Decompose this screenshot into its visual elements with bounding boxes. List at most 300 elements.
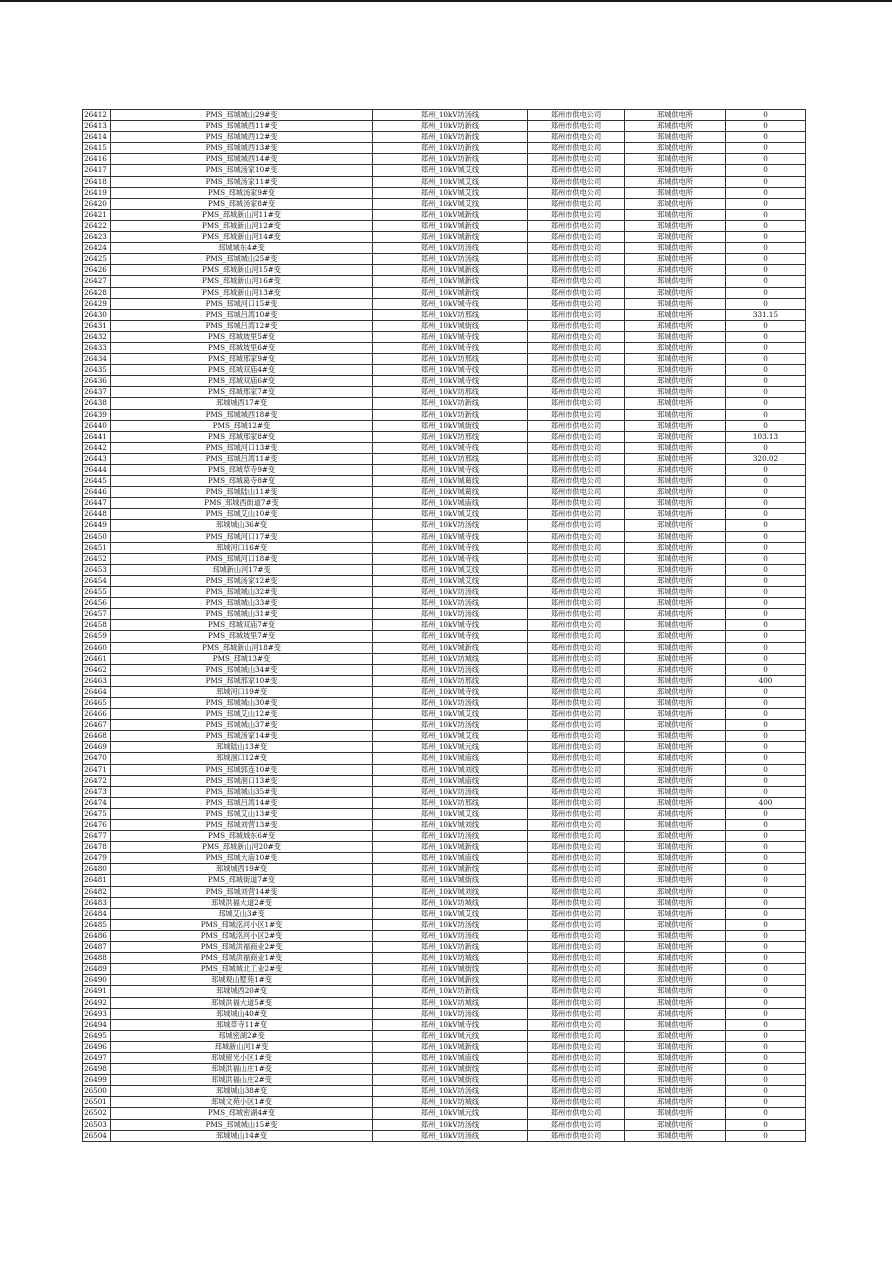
cell-id: 26448 bbox=[83, 509, 111, 520]
cell-value: 0 bbox=[726, 553, 806, 564]
cell-id: 26452 bbox=[83, 553, 111, 564]
cell-id: 26472 bbox=[83, 775, 111, 786]
cell-company: 郑州市供电公司 bbox=[528, 620, 625, 631]
cell-id: 26439 bbox=[83, 409, 111, 420]
cell-feeder-line: 郑州_10kV城葛线 bbox=[373, 487, 528, 498]
cell-company: 郑州市供电公司 bbox=[528, 154, 625, 165]
cell-id: 26489 bbox=[83, 964, 111, 975]
cell-transformer-name: PMS_邳城汤家12#变 bbox=[111, 575, 373, 586]
cell-feeder-line: 郑州_10kV城寺线 bbox=[373, 620, 528, 631]
table-row bbox=[83, 398, 806, 409]
cell-feeder-line: 郑州_10kV坊新线 bbox=[373, 409, 528, 420]
table-row bbox=[83, 598, 806, 609]
cell-feeder-line: 郑州_10kV城刘线 bbox=[373, 764, 528, 775]
cell-company: 郑州市供电公司 bbox=[528, 808, 625, 819]
cell-transformer-name: PMS_邳城坡里5#变 bbox=[111, 331, 373, 342]
page-top-border bbox=[0, 0, 892, 2]
cell-transformer-name: PMS_邳城吕湾14#变 bbox=[111, 797, 373, 808]
cell-company: 郑州市供电公司 bbox=[528, 365, 625, 376]
cell-supply-station: 邳城供电所 bbox=[625, 975, 726, 986]
cell-supply-station: 邳城供电所 bbox=[625, 154, 726, 165]
table-row bbox=[83, 254, 806, 265]
cell-transformer-name: PMS_邳城坡里6#变 bbox=[111, 342, 373, 353]
cell-supply-station: 邳城供电所 bbox=[625, 908, 726, 919]
cell-company: 郑州市供电公司 bbox=[528, 820, 625, 831]
table-row bbox=[83, 564, 806, 575]
cell-company: 郑州市供电公司 bbox=[528, 919, 625, 930]
table-row bbox=[83, 731, 806, 742]
cell-feeder-line: 郑州_10kV城庙线 bbox=[373, 498, 528, 509]
cell-company: 郑州市供电公司 bbox=[528, 165, 625, 176]
table-row bbox=[83, 1119, 806, 1130]
cell-value: 0 bbox=[726, 942, 806, 953]
cell-id: 26490 bbox=[83, 975, 111, 986]
cell-id: 26416 bbox=[83, 154, 111, 165]
cell-supply-station: 邳城供电所 bbox=[625, 331, 726, 342]
cell-transformer-name: PMS_邳城郭连10#变 bbox=[111, 764, 373, 775]
cell-company: 郑州市供电公司 bbox=[528, 642, 625, 653]
cell-supply-station: 邳城供电所 bbox=[625, 1097, 726, 1108]
cell-id: 26433 bbox=[83, 342, 111, 353]
cell-transformer-name: PMS_邳城双庙7#变 bbox=[111, 620, 373, 631]
table-row bbox=[83, 476, 806, 487]
table-row bbox=[83, 709, 806, 720]
table-body bbox=[83, 110, 806, 1142]
cell-supply-station: 邳城供电所 bbox=[625, 187, 726, 198]
cell-id: 26414 bbox=[83, 132, 111, 143]
cell-company: 郑州市供电公司 bbox=[528, 831, 625, 842]
cell-company: 郑州市供电公司 bbox=[528, 930, 625, 941]
table-row bbox=[83, 697, 806, 708]
cell-company: 郑州市供电公司 bbox=[528, 509, 625, 520]
table-row bbox=[83, 176, 806, 187]
cell-supply-station: 邳城供电所 bbox=[625, 387, 726, 398]
table-row bbox=[83, 897, 806, 908]
cell-feeder-line: 郑州_10kV坊汤线 bbox=[373, 1119, 528, 1130]
table-row bbox=[83, 520, 806, 531]
cell-value: 0 bbox=[726, 487, 806, 498]
cell-supply-station: 邳城供电所 bbox=[625, 476, 726, 487]
cell-feeder-line: 郑州_10kV城元线 bbox=[373, 1030, 528, 1041]
cell-company: 郑州市供电公司 bbox=[528, 886, 625, 897]
cell-value: 0 bbox=[726, 609, 806, 620]
cell-transformer-name: PMS_邳城街道7#变 bbox=[111, 875, 373, 886]
cell-id: 26461 bbox=[83, 653, 111, 664]
cell-transformer-name: PMS_邳城汤家11#变 bbox=[111, 176, 373, 187]
cell-value: 0 bbox=[726, 298, 806, 309]
cell-transformer-name: PMS_邳城葛寺8#变 bbox=[111, 476, 373, 487]
cell-company: 郑州市供电公司 bbox=[528, 1052, 625, 1063]
table-row bbox=[83, 1030, 806, 1041]
table-row bbox=[83, 775, 806, 786]
cell-company: 郑州市供电公司 bbox=[528, 276, 625, 287]
cell-value: 0 bbox=[726, 697, 806, 708]
cell-feeder-line: 郑州_10kV坊汤线 bbox=[373, 520, 528, 531]
table-row bbox=[83, 121, 806, 132]
cell-feeder-line: 郑州_10kV城街线 bbox=[373, 1075, 528, 1086]
cell-feeder-line: 郑州_10kV坊城线 bbox=[373, 953, 528, 964]
cell-transformer-name: PMS_邳城城山15#变 bbox=[111, 1119, 373, 1130]
cell-value: 0 bbox=[726, 331, 806, 342]
cell-id: 26447 bbox=[83, 498, 111, 509]
cell-feeder-line: 郑州_10kV城艾线 bbox=[373, 709, 528, 720]
cell-supply-station: 邳城供电所 bbox=[625, 709, 726, 720]
cell-feeder-line: 郑州_10kV城庙线 bbox=[373, 775, 528, 786]
cell-supply-station: 邳城供电所 bbox=[625, 143, 726, 154]
cell-value: 0 bbox=[726, 731, 806, 742]
cell-company: 郑州市供电公司 bbox=[528, 465, 625, 476]
cell-company: 郑州市供电公司 bbox=[528, 265, 625, 276]
cell-company: 郑州市供电公司 bbox=[528, 1008, 625, 1019]
cell-feeder-line: 郑州_10kV坊城线 bbox=[373, 897, 528, 908]
cell-supply-station: 邳城供电所 bbox=[625, 243, 726, 254]
cell-value: 0 bbox=[726, 753, 806, 764]
cell-supply-station: 邳城供电所 bbox=[625, 764, 726, 775]
cell-transformer-name: 邳城新山河1#变 bbox=[111, 1041, 373, 1052]
cell-id: 26487 bbox=[83, 942, 111, 953]
cell-id: 26438 bbox=[83, 398, 111, 409]
cell-id: 26429 bbox=[83, 298, 111, 309]
cell-feeder-line: 郑州_10kV城街线 bbox=[373, 1064, 528, 1075]
cell-id: 26426 bbox=[83, 265, 111, 276]
cell-supply-station: 邳城供电所 bbox=[625, 209, 726, 220]
cell-supply-station: 邳城供电所 bbox=[625, 442, 726, 453]
cell-company: 郑州市供电公司 bbox=[528, 143, 625, 154]
table-row bbox=[83, 276, 806, 287]
cell-company: 郑州市供电公司 bbox=[528, 220, 625, 231]
cell-value: 0 bbox=[726, 908, 806, 919]
cell-company: 郑州市供电公司 bbox=[528, 797, 625, 808]
table-row bbox=[83, 753, 806, 764]
table-row bbox=[83, 620, 806, 631]
cell-supply-station: 邳城供电所 bbox=[625, 842, 726, 853]
cell-value: 0 bbox=[726, 498, 806, 509]
cell-company: 郑州市供电公司 bbox=[528, 853, 625, 864]
cell-transformer-name: PMS_邳城新山河11#变 bbox=[111, 209, 373, 220]
cell-supply-station: 邳城供电所 bbox=[625, 1064, 726, 1075]
cell-feeder-line: 郑州_10kV城刘线 bbox=[373, 886, 528, 897]
cell-company: 郑州市供电公司 bbox=[528, 897, 625, 908]
cell-id: 26457 bbox=[83, 609, 111, 620]
table-row bbox=[83, 919, 806, 930]
cell-supply-station: 邳城供电所 bbox=[625, 775, 726, 786]
cell-company: 郑州市供电公司 bbox=[528, 775, 625, 786]
cell-id: 26425 bbox=[83, 254, 111, 265]
cell-transformer-name: PMS_邳城13#变 bbox=[111, 653, 373, 664]
cell-id: 26473 bbox=[83, 786, 111, 797]
cell-value: 0 bbox=[726, 287, 806, 298]
table-row bbox=[83, 232, 806, 243]
table-row bbox=[83, 387, 806, 398]
cell-company: 郑州市供电公司 bbox=[528, 720, 625, 731]
cell-company: 郑州市供电公司 bbox=[528, 753, 625, 764]
table-row bbox=[83, 220, 806, 231]
cell-supply-station: 邳城供电所 bbox=[625, 953, 726, 964]
cell-id: 26445 bbox=[83, 476, 111, 487]
cell-value: 0 bbox=[726, 1008, 806, 1019]
cell-supply-station: 邳城供电所 bbox=[625, 465, 726, 476]
cell-id: 26482 bbox=[83, 886, 111, 897]
cell-feeder-line: 郑州_10kV城刘线 bbox=[373, 820, 528, 831]
cell-value: 0 bbox=[726, 786, 806, 797]
table-row bbox=[83, 165, 806, 176]
table-row bbox=[83, 298, 806, 309]
cell-value: 0 bbox=[726, 187, 806, 198]
cell-transformer-name: PMS_邳城城山25#变 bbox=[111, 254, 373, 265]
cell-supply-station: 邳城供电所 bbox=[625, 232, 726, 243]
cell-value: 0 bbox=[726, 243, 806, 254]
cell-supply-station: 邳城供电所 bbox=[625, 1086, 726, 1097]
cell-feeder-line: 郑州_10kV坊汤线 bbox=[373, 919, 528, 930]
cell-value: 0 bbox=[726, 376, 806, 387]
cell-supply-station: 邳城供电所 bbox=[625, 686, 726, 697]
cell-company: 郑州市供电公司 bbox=[528, 1097, 625, 1108]
cell-transformer-name: PMS_邳城城山33#变 bbox=[111, 598, 373, 609]
cell-feeder-line: 郑州_10kV城寺线 bbox=[373, 686, 528, 697]
cell-transformer-name: PMS_邳城洺河小区1#变 bbox=[111, 919, 373, 930]
cell-id: 26464 bbox=[83, 686, 111, 697]
cell-value: 0 bbox=[726, 975, 806, 986]
cell-supply-station: 邳城供电所 bbox=[625, 298, 726, 309]
cell-value: 0 bbox=[726, 686, 806, 697]
cell-feeder-line: 郑州_10kV城艾线 bbox=[373, 187, 528, 198]
cell-supply-station: 邳城供电所 bbox=[625, 198, 726, 209]
table-row bbox=[83, 542, 806, 553]
cell-id: 26476 bbox=[83, 820, 111, 831]
cell-id: 26458 bbox=[83, 620, 111, 631]
cell-value: 0 bbox=[726, 420, 806, 431]
cell-transformer-name: PMS_邳城西街道7#变 bbox=[111, 498, 373, 509]
cell-value: 0 bbox=[726, 842, 806, 853]
cell-transformer-name: PMS_邳城刘营14#变 bbox=[111, 886, 373, 897]
cell-feeder-line: 郑州_10kV城寺线 bbox=[373, 298, 528, 309]
cell-feeder-line: 郑州_10kV坊新线 bbox=[373, 132, 528, 143]
cell-supply-station: 邳城供电所 bbox=[625, 531, 726, 542]
cell-id: 26494 bbox=[83, 1019, 111, 1030]
cell-value: 0 bbox=[726, 764, 806, 775]
cell-feeder-line: 郑州_10kV坊新线 bbox=[373, 986, 528, 997]
cell-feeder-line: 郑州_10kV城庙线 bbox=[373, 753, 528, 764]
cell-company: 郑州市供电公司 bbox=[528, 731, 625, 742]
cell-feeder-line: 郑州_10kV城新线 bbox=[373, 1041, 528, 1052]
cell-company: 郑州市供电公司 bbox=[528, 975, 625, 986]
cell-supply-station: 邳城供电所 bbox=[625, 587, 726, 598]
cell-transformer-name: PMS_邳城新山河15#变 bbox=[111, 265, 373, 276]
table-row bbox=[83, 509, 806, 520]
cell-value: 0 bbox=[726, 132, 806, 143]
cell-company: 郑州市供电公司 bbox=[528, 631, 625, 642]
cell-transformer-name: 邳城城山14#变 bbox=[111, 1130, 373, 1141]
cell-feeder-line: 郑州_10kV坊城线 bbox=[373, 1097, 528, 1108]
cell-supply-station: 邳城供电所 bbox=[625, 165, 726, 176]
cell-value: 320.02 bbox=[726, 453, 806, 464]
cell-id: 26456 bbox=[83, 598, 111, 609]
cell-transformer-name: PMS_邳城吕湾12#变 bbox=[111, 320, 373, 331]
cell-company: 郑州市供电公司 bbox=[528, 686, 625, 697]
cell-feeder-line: 郑州_10kV城艾线 bbox=[373, 808, 528, 819]
cell-company: 郑州市供电公司 bbox=[528, 254, 625, 265]
cell-value: 400 bbox=[726, 797, 806, 808]
cell-feeder-line: 郑州_10kV城新线 bbox=[373, 642, 528, 653]
cell-value: 0 bbox=[726, 542, 806, 553]
cell-transformer-name: 邳城城山40#变 bbox=[111, 1008, 373, 1019]
cell-transformer-name: PMS_邳城城山29#变 bbox=[111, 110, 373, 121]
cell-feeder-line: 郑州_10kV城新线 bbox=[373, 287, 528, 298]
table-row bbox=[83, 143, 806, 154]
cell-id: 26418 bbox=[83, 176, 111, 187]
cell-value: 0 bbox=[726, 886, 806, 897]
cell-transformer-name: PMS_邳城城西14#变 bbox=[111, 154, 373, 165]
cell-value: 0 bbox=[726, 620, 806, 631]
cell-id: 26442 bbox=[83, 442, 111, 453]
cell-feeder-line: 郑州_10kV坊新线 bbox=[373, 143, 528, 154]
cell-company: 郑州市供电公司 bbox=[528, 1064, 625, 1075]
cell-supply-station: 邳城供电所 bbox=[625, 820, 726, 831]
cell-transformer-name: PMS_邳城城山34#变 bbox=[111, 664, 373, 675]
cell-id: 26434 bbox=[83, 354, 111, 365]
cell-supply-station: 邳城供电所 bbox=[625, 886, 726, 897]
cell-company: 郑州市供电公司 bbox=[528, 1041, 625, 1052]
cell-value: 0 bbox=[726, 775, 806, 786]
cell-company: 郑州市供电公司 bbox=[528, 232, 625, 243]
cell-transformer-name: PMS_邳城密湖4#变 bbox=[111, 1108, 373, 1119]
cell-feeder-line: 郑州_10kV城艾线 bbox=[373, 176, 528, 187]
cell-feeder-line: 郑州_10kV城庙线 bbox=[373, 853, 528, 864]
cell-company: 郑州市供电公司 bbox=[528, 997, 625, 1008]
cell-id: 26417 bbox=[83, 165, 111, 176]
table-row bbox=[83, 531, 806, 542]
cell-feeder-line: 郑州_10kV坊汤线 bbox=[373, 930, 528, 941]
cell-value: 103.13 bbox=[726, 431, 806, 442]
cell-value: 0 bbox=[726, 121, 806, 132]
cell-transformer-name: PMS_邳城新山河12#变 bbox=[111, 220, 373, 231]
cell-company: 郑州市供电公司 bbox=[528, 709, 625, 720]
cell-supply-station: 邳城供电所 bbox=[625, 831, 726, 842]
table-row bbox=[83, 642, 806, 653]
cell-feeder-line: 郑州_10kV城新线 bbox=[373, 864, 528, 875]
cell-feeder-line: 郑州_10kV城寺线 bbox=[373, 365, 528, 376]
cell-feeder-line: 郑州_10kV城新线 bbox=[373, 232, 528, 243]
transformer-data-table bbox=[82, 109, 806, 1142]
cell-transformer-name: 邳城城西17#变 bbox=[111, 398, 373, 409]
cell-value: 0 bbox=[726, 664, 806, 675]
cell-supply-station: 邳城供电所 bbox=[625, 354, 726, 365]
cell-id: 26485 bbox=[83, 919, 111, 930]
cell-company: 郑州市供电公司 bbox=[528, 553, 625, 564]
cell-supply-station: 邳城供电所 bbox=[625, 431, 726, 442]
cell-supply-station: 邳城供电所 bbox=[625, 808, 726, 819]
cell-supply-station: 邳城供电所 bbox=[625, 1030, 726, 1041]
cell-id: 26441 bbox=[83, 431, 111, 442]
cell-company: 郑州市供电公司 bbox=[528, 742, 625, 753]
cell-transformer-name: 邳城洪福山庄1#变 bbox=[111, 1064, 373, 1075]
cell-company: 郑州市供电公司 bbox=[528, 298, 625, 309]
cell-transformer-name: PMS_邳城新山河14#变 bbox=[111, 232, 373, 243]
table-row bbox=[83, 465, 806, 476]
cell-id: 26424 bbox=[83, 243, 111, 254]
table-row bbox=[83, 786, 806, 797]
cell-transformer-name: PMS_邳城新山河18#变 bbox=[111, 642, 373, 653]
table-row bbox=[83, 287, 806, 298]
cell-id: 26419 bbox=[83, 187, 111, 198]
cell-id: 26474 bbox=[83, 797, 111, 808]
cell-value: 0 bbox=[726, 165, 806, 176]
cell-feeder-line: 郑州_10kV城街线 bbox=[373, 320, 528, 331]
cell-supply-station: 邳城供电所 bbox=[625, 309, 726, 320]
cell-supply-station: 邳城供电所 bbox=[625, 287, 726, 298]
table-row bbox=[83, 1086, 806, 1097]
cell-company: 郑州市供电公司 bbox=[528, 431, 625, 442]
cell-feeder-line: 郑州_10kV坊汤线 bbox=[373, 243, 528, 254]
cell-id: 26412 bbox=[83, 110, 111, 121]
cell-id: 26503 bbox=[83, 1119, 111, 1130]
cell-supply-station: 邳城供电所 bbox=[625, 897, 726, 908]
cell-id: 26430 bbox=[83, 309, 111, 320]
cell-id: 26454 bbox=[83, 575, 111, 586]
cell-company: 郑州市供电公司 bbox=[528, 387, 625, 398]
cell-transformer-name: 邳城艾山3#变 bbox=[111, 908, 373, 919]
cell-id: 26420 bbox=[83, 198, 111, 209]
cell-value: 0 bbox=[726, 1097, 806, 1108]
cell-company: 郑州市供电公司 bbox=[528, 1130, 625, 1141]
table-row bbox=[83, 453, 806, 464]
cell-supply-station: 邳城供电所 bbox=[625, 797, 726, 808]
cell-supply-station: 邳城供电所 bbox=[625, 853, 726, 864]
cell-transformer-name: PMS_邳城城东6#变 bbox=[111, 831, 373, 842]
cell-company: 郑州市供电公司 bbox=[528, 953, 625, 964]
cell-supply-station: 邳城供电所 bbox=[625, 320, 726, 331]
cell-id: 26500 bbox=[83, 1086, 111, 1097]
cell-feeder-line: 郑州_10kV城新线 bbox=[373, 842, 528, 853]
cell-feeder-line: 郑州_10kV坊邢线 bbox=[373, 309, 528, 320]
cell-feeder-line: 郑州_10kV坊新线 bbox=[373, 398, 528, 409]
table-row bbox=[83, 442, 806, 453]
cell-company: 郑州市供电公司 bbox=[528, 1108, 625, 1119]
cell-value: 0 bbox=[726, 897, 806, 908]
cell-supply-station: 邳城供电所 bbox=[625, 731, 726, 742]
cell-feeder-line: 郑州_10kV坊汤线 bbox=[373, 1008, 528, 1019]
cell-supply-station: 邳城供电所 bbox=[625, 520, 726, 531]
cell-transformer-name: 邳城文苑小区1#变 bbox=[111, 1097, 373, 1108]
cell-supply-station: 邳城供电所 bbox=[625, 398, 726, 409]
cell-supply-station: 邳城供电所 bbox=[625, 132, 726, 143]
cell-company: 郑州市供电公司 bbox=[528, 1030, 625, 1041]
cell-supply-station: 邳城供电所 bbox=[625, 220, 726, 231]
table-row bbox=[83, 1019, 806, 1030]
cell-company: 郑州市供电公司 bbox=[528, 1019, 625, 1030]
cell-id: 26469 bbox=[83, 742, 111, 753]
cell-supply-station: 邳城供电所 bbox=[625, 675, 726, 686]
cell-id: 26492 bbox=[83, 997, 111, 1008]
table-row bbox=[83, 420, 806, 431]
cell-supply-station: 邳城供电所 bbox=[625, 1008, 726, 1019]
cell-supply-station: 邳城供电所 bbox=[625, 509, 726, 520]
cell-company: 郑州市供电公司 bbox=[528, 1119, 625, 1130]
cell-company: 郑州市供电公司 bbox=[528, 653, 625, 664]
table-row bbox=[83, 187, 806, 198]
cell-id: 26483 bbox=[83, 897, 111, 908]
cell-feeder-line: 郑州_10kV坊新线 bbox=[373, 154, 528, 165]
cell-id: 26453 bbox=[83, 564, 111, 575]
table-row bbox=[83, 797, 806, 808]
cell-supply-station: 邳城供电所 bbox=[625, 864, 726, 875]
cell-value: 0 bbox=[726, 232, 806, 243]
cell-value: 0 bbox=[726, 720, 806, 731]
table-row bbox=[83, 320, 806, 331]
cell-supply-station: 邳城供电所 bbox=[625, 110, 726, 121]
cell-company: 郑州市供电公司 bbox=[528, 409, 625, 420]
cell-transformer-name: 邳城陆山13#变 bbox=[111, 742, 373, 753]
